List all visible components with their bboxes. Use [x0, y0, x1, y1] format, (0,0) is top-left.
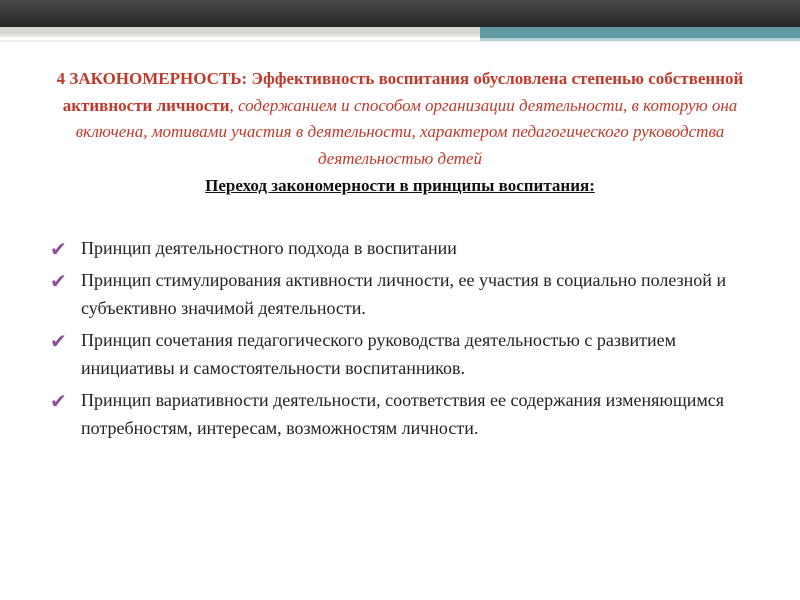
check-mark-icon: ✔	[50, 328, 67, 353]
list-item	[50, 386, 750, 443]
slide-top-band	[0, 0, 800, 27]
slide-accent-stripe-light	[480, 38, 800, 41]
check-mark-icon: ✔	[50, 237, 67, 261]
list-item	[50, 326, 750, 383]
regularity-statement	[50, 66, 750, 172]
slide-content	[0, 66, 800, 446]
regularity-rest: , содержанием и способом организации деятельности, в которую она включена, мотивами участия в деятельности, характером педагогического руководства деятельностью детей	[75, 95, 738, 168]
principles-list	[0, 234, 750, 443]
slide-accent-stripe	[480, 27, 800, 38]
check-mark-icon: ✔	[50, 388, 67, 413]
transition-title: Переход закономерности в принципы воспитания:	[205, 176, 595, 195]
principle-text: Принцип сочетания педагогического руководства деятельностью с развитием инициативы и самостоятельности воспитанников.	[81, 329, 676, 378]
regularity-lead: 4 ЗАКОНОМЕРНОСТЬ: Эффективность воспитания обусловлена степенью собственной активности личности	[56, 69, 744, 115]
principle-text: Принцип вариативности деятельности, соответствия ее содержания изменяющимся потребностям, интересам, возможностям личности.	[81, 389, 724, 438]
principle-text: Принцип стимулирования активности личности, ее участия в социально полезной и субъективно значимой деятельности.	[81, 269, 727, 318]
check-mark-icon: ✔	[50, 268, 67, 293]
list-item	[50, 266, 750, 323]
principle-text: Принцип деятельностного подхода в воспитании	[81, 238, 457, 258]
list-item	[50, 234, 750, 263]
